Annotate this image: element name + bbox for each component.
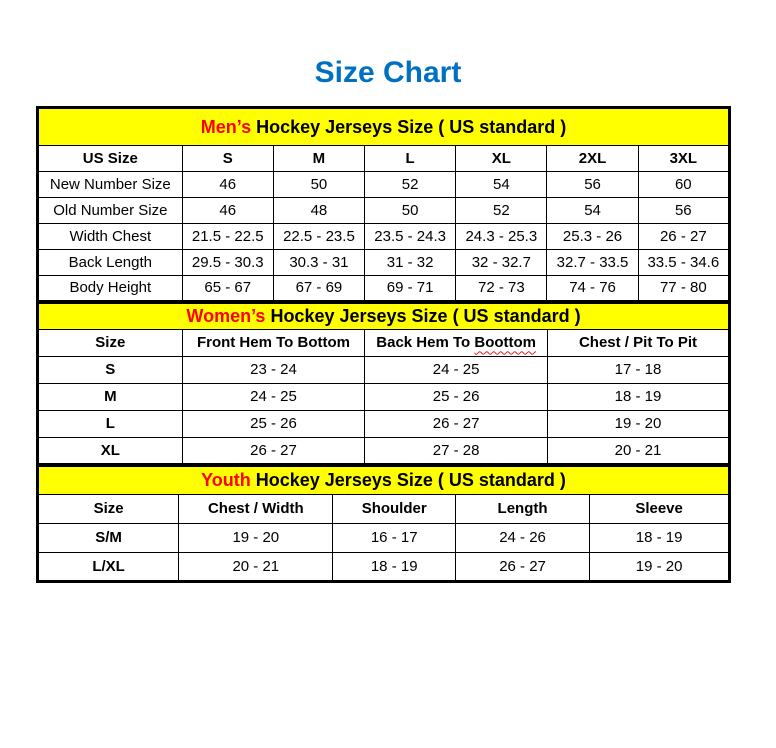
size-value-cell: 26 - 27: [455, 553, 589, 582]
size-value-cell: 26 - 27: [182, 438, 365, 465]
size-value-cell: 46: [182, 172, 273, 198]
size-value-cell: 18 - 19: [590, 524, 730, 553]
size-value-cell: 22.5 - 23.5: [273, 224, 364, 250]
size-value-cell: 52: [365, 172, 456, 198]
mens-row-width-chest: [38, 224, 730, 250]
size-value-cell: 32.7 - 33.5: [547, 250, 638, 276]
size-value-cell: 52: [456, 198, 547, 224]
womens-col-size: Size: [38, 330, 183, 357]
mens-header-row: [38, 146, 730, 172]
size-value-cell: 24 - 26: [455, 524, 589, 553]
size-value-cell: 23 - 24: [182, 357, 365, 384]
size-chart-page: [0, 56, 776, 583]
womens-header-row: [38, 330, 730, 357]
youth-col-chest-width: Chest / Width: [179, 495, 333, 524]
size-value-cell: 48: [273, 198, 364, 224]
mens-row-old-number-size: [38, 198, 730, 224]
size-value-cell: 18 - 19: [333, 553, 455, 582]
row-label: L/XL: [38, 553, 179, 582]
size-value-cell: 60: [638, 172, 729, 198]
size-value-cell: 50: [365, 198, 456, 224]
youth-col-length: Length: [455, 495, 589, 524]
womens-size-table: [36, 301, 731, 466]
womens-col-back-hem: [365, 330, 548, 357]
mens-col-m: M: [273, 146, 364, 172]
size-value-cell: 72 - 73: [456, 276, 547, 302]
size-value-cell: 25 - 26: [182, 411, 365, 438]
womens-row-m: [38, 384, 730, 411]
youth-row-sm: [38, 524, 730, 553]
womens-row-xl: [38, 438, 730, 465]
womens-col-chest: Chest / Pit To Pit: [548, 330, 730, 357]
size-value-cell: 56: [638, 198, 729, 224]
mens-col-2xl: 2XL: [547, 146, 638, 172]
mens-row-new-number-size: [38, 172, 730, 198]
womens-section-band: [38, 303, 730, 330]
size-value-cell: 17 - 18: [548, 357, 730, 384]
size-value-cell: 25.3 - 26: [547, 224, 638, 250]
size-value-cell: 25 - 26: [365, 384, 548, 411]
row-label: Body Height: [38, 276, 183, 302]
size-value-cell: 18 - 19: [548, 384, 730, 411]
womens-section-header: [38, 303, 730, 330]
size-value-cell: 21.5 - 22.5: [182, 224, 273, 250]
size-value-cell: 31 - 32: [365, 250, 456, 276]
size-value-cell: 32 - 32.7: [456, 250, 547, 276]
youth-section-highlight: Youth: [201, 470, 251, 491]
size-value-cell: 54: [547, 198, 638, 224]
size-value-cell: 54: [456, 172, 547, 198]
back-hem-label-misspelled: Boottom: [474, 334, 537, 352]
youth-col-size: Size: [38, 495, 179, 524]
size-value-cell: 46: [182, 198, 273, 224]
size-value-cell: 26 - 27: [365, 411, 548, 438]
size-value-cell: 19 - 20: [590, 553, 730, 582]
size-value-cell: 24 - 25: [365, 357, 548, 384]
size-value-cell: 16 - 17: [333, 524, 455, 553]
size-value-cell: 65 - 67: [182, 276, 273, 302]
size-value-cell: 20 - 21: [179, 553, 333, 582]
size-value-cell: 29.5 - 30.3: [182, 250, 273, 276]
size-tables-container: [36, 106, 731, 583]
mens-col-xl: XL: [456, 146, 547, 172]
youth-section-band: [38, 466, 730, 495]
mens-section-highlight: Men’s: [200, 116, 252, 137]
mens-row-body-height: [38, 276, 730, 302]
size-value-cell: 24 - 25: [182, 384, 365, 411]
mens-section-title: Hockey Jerseys Size ( US standard ): [251, 116, 567, 137]
youth-section-header: [38, 466, 730, 495]
womens-col-front-hem: Front Hem To Bottom: [182, 330, 365, 357]
size-value-cell: 19 - 20: [179, 524, 333, 553]
size-value-cell: 19 - 20: [548, 411, 730, 438]
youth-header-row: [38, 495, 730, 524]
row-label: L: [38, 411, 183, 438]
youth-row-lxl: [38, 553, 730, 582]
mens-row-back-length: [38, 250, 730, 276]
row-label: Back Length: [38, 250, 183, 276]
mens-col-l: L: [365, 146, 456, 172]
mens-col-s: S: [182, 146, 273, 172]
mens-section-band: [38, 108, 730, 146]
size-value-cell: 33.5 - 34.6: [638, 250, 729, 276]
size-value-cell: 50: [273, 172, 364, 198]
size-value-cell: 23.5 - 24.3: [365, 224, 456, 250]
page-title: Size Chart: [314, 56, 462, 89]
size-value-cell: 30.3 - 31: [273, 250, 364, 276]
womens-row-s: [38, 357, 730, 384]
size-value-cell: 56: [547, 172, 638, 198]
row-label: S/M: [38, 524, 179, 553]
size-value-cell: 27 - 28: [365, 438, 548, 465]
mens-col-3xl: 3XL: [638, 146, 729, 172]
youth-section-title: Hockey Jerseys Size ( US standard ): [250, 470, 566, 491]
row-label: XL: [38, 438, 183, 465]
size-value-cell: 69 - 71: [365, 276, 456, 302]
youth-col-sleeve: Sleeve: [590, 495, 730, 524]
mens-size-table: [36, 106, 731, 303]
row-label: Width Chest: [38, 224, 183, 250]
mens-section-header: [38, 108, 730, 146]
row-label: S: [38, 357, 183, 384]
mens-col-us-size: US Size: [38, 146, 183, 172]
youth-col-shoulder: Shoulder: [333, 495, 455, 524]
row-label: New Number Size: [38, 172, 183, 198]
size-value-cell: 67 - 69: [273, 276, 364, 302]
row-label: Old Number Size: [38, 198, 183, 224]
womens-section-highlight: Women’s: [186, 306, 266, 327]
size-value-cell: 74 - 76: [547, 276, 638, 302]
womens-section-title: Hockey Jerseys Size ( US standard ): [265, 306, 581, 327]
size-value-cell: 24.3 - 25.3: [456, 224, 547, 250]
youth-size-table: [36, 464, 731, 583]
womens-row-l: [38, 411, 730, 438]
row-label: M: [38, 384, 183, 411]
size-value-cell: 77 - 80: [638, 276, 729, 302]
size-value-cell: 20 - 21: [548, 438, 730, 465]
size-value-cell: 26 - 27: [638, 224, 729, 250]
back-hem-label-prefix: Back Hem To: [376, 334, 475, 352]
